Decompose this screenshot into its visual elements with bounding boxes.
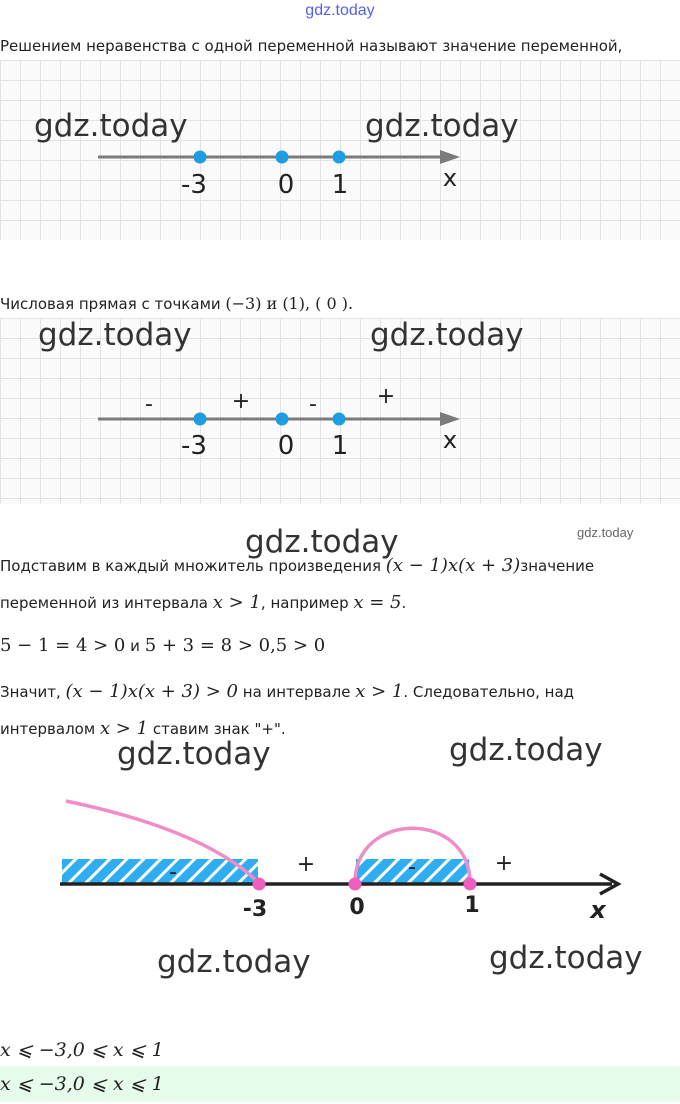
point-0 (276, 151, 289, 164)
number-line-2-svg (0, 318, 680, 504)
sign-label: + (231, 389, 251, 414)
watermark: gdz.today (489, 940, 643, 976)
point-minus3 (253, 878, 266, 891)
watermark: gdz.today (365, 108, 519, 144)
interval-diagram-svg (0, 780, 680, 930)
sign-label: - (309, 392, 317, 417)
math-expression: x > 1 (212, 592, 261, 613)
watermark: gdz.today (38, 317, 192, 353)
point-1 (464, 878, 477, 891)
text: интервалом (0, 720, 100, 738)
math-expression: x > 1 (99, 718, 149, 739)
calculation-line (0, 636, 325, 656)
math-expression: x ⩽ −3,0 ⩽ x ⩽ 1 (0, 1039, 164, 1061)
watermark: gdz.today (117, 736, 271, 772)
math-expression: x = 5 (353, 592, 402, 613)
number-line-diagram-1 (0, 60, 680, 240)
sign-label: + (376, 384, 396, 409)
point-label: -3 (181, 431, 207, 461)
axis-label: x (590, 896, 606, 924)
sign-label: + (494, 851, 514, 876)
watermark: gdz.today (157, 944, 311, 980)
axis-label: x (442, 164, 458, 192)
conclusion-line-1 (0, 682, 574, 702)
point-label: 1 (331, 170, 349, 200)
text: переменной из интервала (0, 594, 213, 612)
math-expression: 5 − 1 = 4 > 0 (0, 635, 126, 656)
number-line-1-svg (0, 60, 680, 240)
point-label: -3 (181, 170, 207, 200)
text: . Следовательно, над (403, 683, 575, 701)
point-0 (276, 413, 289, 426)
sign-label: - (145, 392, 153, 417)
sign-label: + (296, 852, 316, 877)
sign-label: - (169, 860, 177, 885)
point-minus3 (194, 413, 207, 426)
point-0 (349, 878, 362, 891)
watermark: gdz.today (449, 732, 603, 768)
text: Значит, (0, 683, 66, 701)
text: на интервале (238, 683, 356, 701)
math-expression: x > 1 (355, 681, 404, 702)
point-1 (333, 151, 346, 164)
math-expression: x ⩽ −3,0 ⩽ x ⩽ 1 (0, 1073, 164, 1095)
answer-line-highlighted (0, 1066, 680, 1102)
point-label: -3 (242, 897, 268, 922)
substitute-line-1 (0, 556, 594, 576)
site-header-link[interactable]: gdz.today (305, 2, 375, 19)
answer-line (0, 1032, 680, 1068)
point-label: 0 (349, 895, 365, 920)
point-1 (333, 413, 346, 426)
point-minus3 (194, 151, 207, 164)
point-label: 1 (331, 431, 349, 461)
substitute-line-2 (0, 593, 406, 613)
point-label: 1 (464, 893, 480, 918)
text: . (401, 594, 407, 612)
watermark: gdz.today (34, 108, 188, 144)
hatched-region-left (62, 859, 258, 883)
axis-label: x (442, 426, 458, 454)
caption-text: Числовая прямая с точками (0, 295, 226, 313)
caption-number-line (0, 294, 353, 314)
point-label: 0 (277, 431, 295, 461)
axis-arrow-icon (440, 412, 460, 426)
axis-arrow-icon (440, 150, 460, 164)
text: ставим знак "+". (148, 720, 286, 738)
math-expression: (x − 1)x(x + 3) (385, 555, 521, 576)
text: , например (260, 594, 354, 612)
text: значение (520, 557, 595, 575)
text: Подставим в каждый множитель произведения (0, 557, 386, 575)
watermark: gdz.today (370, 317, 524, 353)
intro-text: Решением неравенства с одной переменной называют значение переменной, (0, 37, 623, 55)
math-expression: 5 + 3 = 8 > 0,5 > 0 (144, 635, 326, 656)
text: и (125, 637, 145, 655)
point-label: 0 (277, 170, 295, 200)
number-line-diagram-2 (0, 318, 680, 504)
caption-math: (−3) и (1), ( 0 ). (225, 294, 354, 313)
sign-label: - (408, 855, 416, 880)
watermark: gdz.today (245, 524, 399, 560)
watermark-small: gdz.today (577, 525, 634, 540)
math-expression: (x − 1)x(x + 3) > 0 (65, 681, 238, 702)
